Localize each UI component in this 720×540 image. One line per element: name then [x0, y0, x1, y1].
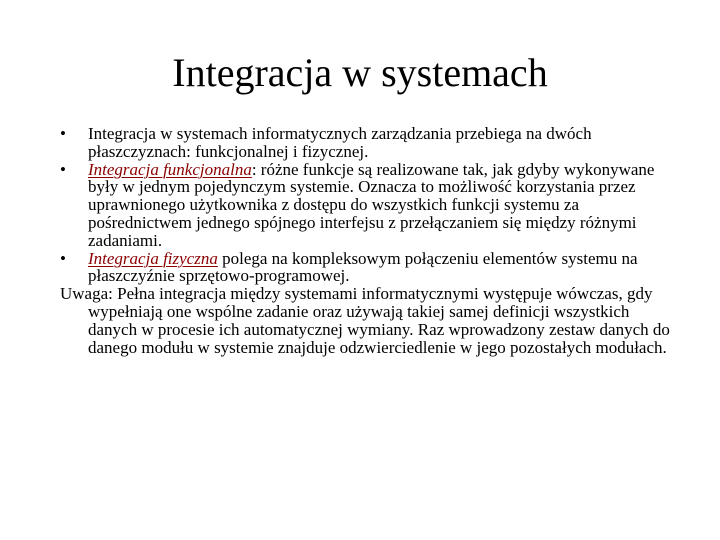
- slide-content: [60, 125, 670, 356]
- bullet-icon: •: [60, 124, 66, 143]
- bullet-term: Integracja fizyczna: [88, 248, 218, 268]
- bullet-text: Integracja w systemach informatycznych zarządzania przebiega na dwóch płaszczyznach: funkcjonalnej i fizycznej.: [88, 124, 592, 161]
- bullet-icon: •: [60, 159, 66, 179]
- bullet-text: polega na kompleksowym połączeniu elementów systemu na płaszczyźnie sprzętowo-programowej.: [88, 248, 638, 286]
- bullet-item: [60, 250, 670, 286]
- bullet-term: Integracja funkcjonalna: [88, 159, 252, 179]
- bullet-text: : różne funkcje są realizowane tak, jak gdyby wykonywane były w jednym pojedynczym systemie. Oznacza to możliwość korzystania przez uprawnionego użytkownika z dostępu do wszystkich funkcji systemu za pośrednictwem jednego spójnego interfejsu z przełączaniem się między różnymi zadaniami.: [88, 159, 655, 250]
- slide-title: Integracja w systemach: [172, 50, 548, 95]
- bullet-icon: •: [60, 248, 66, 268]
- bullet-item: [60, 161, 670, 250]
- note-paragraph: Uwaga: Pełna integracja między systemami informatycznymi występuje wówczas, gdy wypełniają one wspólne zadanie oraz używają takiej samej definicji wszystkich danych w procesie ich automatycznej wymiany. Raz wprowadzony zestaw danych do danego modułu w systemie znajduje odzwierciedlenie w jego pozostałych modułach.: [60, 284, 670, 357]
- bullet-item: [60, 125, 670, 161]
